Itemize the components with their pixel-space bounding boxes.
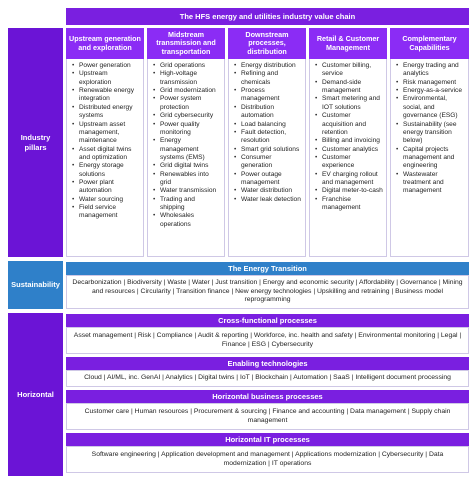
list-item: • Energy trading and analytics xyxy=(403,62,465,79)
list-item: • Water leak detection xyxy=(241,196,302,204)
list-item: • Customer experience xyxy=(322,154,383,171)
pillar-midstream-header: Midstream transmission and transportation xyxy=(147,28,225,59)
list-item: • Fault detection, resolution xyxy=(241,129,302,146)
list-item: • Power quality monitoring xyxy=(160,121,221,138)
list-item: • Sustainability (see energy transition below) xyxy=(403,121,465,146)
list-item: • Upstream exploration xyxy=(79,70,140,87)
list-item: • Energy distribution xyxy=(241,62,302,70)
list-item: • Power generation xyxy=(79,62,140,70)
section-industry-pillars xyxy=(8,28,63,257)
cross-functional-header: Cross-functional processes xyxy=(66,314,469,327)
section-sustainability-label: Sustainability xyxy=(11,280,60,290)
list-item: • Environmental, social, and governance (ESG) xyxy=(403,95,465,120)
list-item: • Power outage management xyxy=(241,171,302,188)
list-item: • Grid digital twins xyxy=(160,162,221,170)
list-item: • Digital meter-to-cash xyxy=(322,187,383,195)
list-item: • Consumer generation xyxy=(241,154,302,171)
list-item: • Water distribution xyxy=(241,187,302,195)
list-item: • Asset digital twins and optimization xyxy=(79,146,140,163)
list-item: • Billing and invoicing xyxy=(322,137,383,145)
list-item: • Customer analytics xyxy=(322,146,383,154)
list-item: • Grid modernization xyxy=(160,87,221,95)
pillar-complementary-header: Complementary Capabilities xyxy=(390,28,469,59)
list-item: • Franchise management xyxy=(322,196,383,213)
list-item: • Energy-as-a-service xyxy=(403,87,465,95)
list-item: • Customer acquisition and retention xyxy=(322,112,383,137)
list-item: • Trading and shipping xyxy=(160,196,221,213)
energy-transition-text: Decarbonization | Biodiversity | Waste | Water | Just transition | Energy and economic security | Affordability | Governance | Mining and resources | Circularity | Transition finance | New energy technologies | Upskilling and retraining | Business model reprogramming xyxy=(66,275,469,309)
list-item: • Water sourcing xyxy=(79,196,140,204)
list-item: • Refining and chemicals xyxy=(241,70,302,87)
list-item: • Risk management xyxy=(403,79,465,87)
list-item: • Upstream asset management, maintenance xyxy=(79,121,140,146)
horizontal-it-header: Horizontal IT processes xyxy=(66,433,469,446)
pillar-upstream-list xyxy=(66,59,144,257)
enabling-technologies-header: Enabling technologies xyxy=(66,357,469,370)
list-item: • Wholesales operations xyxy=(160,212,221,229)
list-item: • EV charging rollout and management xyxy=(322,171,383,188)
list-item: • Customer billing, service xyxy=(322,62,383,79)
pillar-upstream-header: Upstream generation and exploration xyxy=(66,28,144,59)
list-item: • Energy management systems (EMS) xyxy=(160,137,221,162)
list-item: • Energy storage solutions xyxy=(79,162,140,179)
list-item: • Grid operations xyxy=(160,62,221,70)
section-sustainability xyxy=(8,261,63,309)
horizontal-business-text: Customer care | Human resources | Procurement & sourcing | Finance and accounting | Data management | Supply chain management xyxy=(66,403,469,430)
list-item: • Distribution automation xyxy=(241,104,302,121)
energy-transition-header: The Energy Transition xyxy=(66,262,469,275)
horizontal-business-header: Horizontal business processes xyxy=(66,390,469,403)
section-horizontal xyxy=(8,313,63,476)
list-item: • Renewable energy integration xyxy=(79,87,140,104)
pillar-downstream-header: Downstream processes, distribution xyxy=(228,28,306,59)
list-item: • High-voltage transmission xyxy=(160,70,221,87)
section-industry-label: Industry pillars xyxy=(20,133,51,152)
list-item: • Power plant automation xyxy=(79,179,140,196)
list-item: • Smart grid solutions xyxy=(241,146,302,154)
pillar-midstream-list xyxy=(147,59,225,257)
pillar-retail-list xyxy=(309,59,387,257)
list-item: • Distributed energy systems xyxy=(79,104,140,121)
list-item: • Smart metering and IOT solutions xyxy=(322,95,383,112)
pillar-complementary-list xyxy=(390,59,469,257)
list-item: • Wastewater treatment and management xyxy=(403,171,465,196)
enabling-technologies-text: Cloud | AI/ML, inc. GenAI | Analytics | Digital twins | IoT | Blockchain | Automation | SaaS | Intelligent document processing xyxy=(66,370,469,387)
list-item: • Load balancing xyxy=(241,121,302,129)
list-item: • Renewables into grid xyxy=(160,171,221,188)
horizontal-it-text: Software engineering | Application development and management | Applications modernization | Cybersecurity | Data modernization | IT operations xyxy=(66,446,469,473)
cross-functional-text: Asset management | Risk | Compliance | Audit & reporting | Workforce, inc. health and safety | Environmental monitoring | Legal | Finance | ESG | Cybersecurity xyxy=(66,327,469,354)
list-item: • Capital projects management and engineering xyxy=(403,146,465,171)
pillar-retail-header: Retail & Customer Management xyxy=(309,28,387,59)
list-item: • Demand-side management xyxy=(322,79,383,96)
list-item: • Grid cybersecurity xyxy=(160,112,221,120)
chart-title: The HFS energy and utilities industry value chain xyxy=(66,8,469,25)
list-item: • Power system protection xyxy=(160,95,221,112)
list-item: • Process management xyxy=(241,87,302,104)
list-item: • Field service management xyxy=(79,204,140,221)
list-item: • Water transmission xyxy=(160,187,221,195)
pillar-downstream-list xyxy=(228,59,306,257)
section-horizontal-label: Horizontal xyxy=(17,389,54,399)
